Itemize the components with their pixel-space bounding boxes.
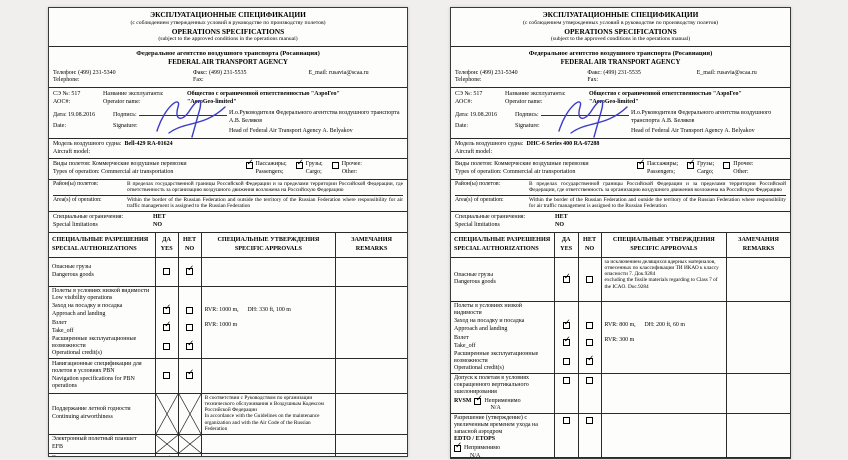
rvsm-yes-checkbox[interactable] [563, 377, 570, 384]
doc2-agency-block [451, 47, 790, 88]
row-approach-landing [49, 302, 407, 320]
dangerous-goods-label-en: Dangerous goods [52, 271, 94, 278]
limitations-label-en: Special limitations [53, 221, 98, 228]
row-continuing-airworthiness [49, 394, 407, 435]
efb-label-en: EFB [52, 443, 64, 450]
area-label-en: Area(s) of operation: [53, 196, 102, 203]
header-approvals: СПЕЦИАЛЬНЫЕ УТВЕРЖДЕНИЯ SPECIFIC APPROVALS [202, 233, 337, 257]
doc1-title-block [49, 8, 407, 47]
other-label-en: Other: [733, 168, 749, 175]
edto-abbr: EDTO / ETOPS [454, 436, 496, 443]
sign-label-en: Signature: [515, 122, 540, 129]
others-label-ru [52, 455, 152, 457]
fax-block [193, 70, 309, 85]
doc2-title-block [451, 8, 790, 47]
ops-spec-document-2 [450, 7, 791, 459]
dangerous-goods-label-en: Dangerous goods [454, 279, 496, 286]
row-edto [451, 414, 790, 458]
operator-name-en: "AeroGeo-limited" [589, 99, 639, 105]
approving-official [631, 110, 786, 136]
types-labels [53, 161, 246, 176]
cargo-option [687, 161, 714, 176]
agency-name-en: FEDERAL AIR TRANSPORT AGENCY [560, 59, 681, 67]
lowvis-group-label-en: Low visibility operations [52, 294, 113, 301]
rvsm-no-checkbox[interactable] [586, 377, 593, 384]
doc1-agency-block [49, 47, 407, 88]
operator-name-label-ru: Название эксплуатанта: [505, 91, 566, 97]
agency-contacts [455, 70, 786, 85]
signature-line [541, 110, 629, 116]
cert-number-en: АОС#: [53, 99, 71, 105]
row-dangerous-goods [451, 258, 790, 302]
limitations-value-ru: НЕТ [555, 213, 568, 220]
other-label-ru: Прочее: [733, 161, 754, 168]
official-title-ru: И.о.Руководителя Федерального агентства воздушного транспорта А.В. Беляков [229, 110, 400, 124]
rvsm-label-ru: Допуск к полетам в условиях сокращенного вертикального эшелонирования [454, 374, 530, 395]
sign-label-ru: Подпись: [113, 112, 137, 118]
ops-spec-document-1 [48, 7, 408, 457]
pbn-yes-checkbox[interactable] [163, 372, 170, 379]
approach-no-checkbox[interactable] [586, 322, 593, 329]
date-signature-labels [455, 110, 631, 136]
official-title-en: Head of Federal Air Transport Agency A. Belyakov [229, 128, 353, 135]
airworthiness-approvals-ru: В соответствии с Руководством по организации технического обслуживания и Воздушным Кодексом Российской Федерации [204, 394, 324, 414]
fax-block [587, 70, 696, 85]
header-authorizations: СПЕЦИАЛЬНЫЕ РАЗРЕШЕНИЯ SPECIAL AUTHORIZATIONS [451, 233, 555, 257]
takeoff-approvals: RVR: 300 m [602, 335, 728, 351]
phone-label-en: Telephone: [455, 77, 482, 84]
types-labels [455, 161, 637, 176]
takeoff-yes-checkbox[interactable] [563, 339, 570, 346]
aircraft-model-label-ru: Модель воздушного судна: [53, 140, 122, 147]
doc2-types-of-operation [451, 159, 790, 179]
email-label: E_mail: [696, 69, 716, 76]
area-text-ru: В пределах государственной границы Российской Федерации и за пределами территории Российской Федерации, где ответственность за организацию воздушного движения возложена на Российскую Федерацию [529, 180, 786, 194]
phone-block [455, 70, 587, 85]
date-label-en: Date: [53, 122, 66, 129]
passengers-option [637, 161, 678, 176]
table-header-row [49, 233, 407, 258]
doc2-aircraft-model [451, 139, 790, 160]
doc1-operator-block [49, 88, 407, 139]
credits-yes-checkbox[interactable] [563, 358, 570, 365]
date-label-ru: Дата: 19.08.2016 [53, 112, 96, 118]
dangerous-goods-label-ru: Опасные грузы [454, 271, 494, 278]
dangerous-goods-yes-checkbox[interactable] [163, 268, 170, 275]
row-operational-credits [49, 336, 407, 359]
date-label-ru: Дата: 19.08.2016 [455, 112, 498, 118]
area-ru [53, 180, 403, 196]
row-lowvis-group [451, 302, 790, 317]
header-no: НЕТ NO [579, 233, 602, 257]
edto-no-checkbox[interactable] [586, 417, 593, 424]
pbn-label-ru: Навигационные спецификации для полетов в условиях PBN [52, 361, 142, 375]
email-block [309, 70, 404, 85]
approach-yes-checkbox[interactable] [563, 322, 570, 329]
credits-label-en: Operational credit(s) [52, 350, 102, 357]
phone-label-ru: Телефон: [455, 69, 479, 76]
doc-subtitle-ru: (с соблюдением утвержденных условий в руководстве по производству полетов) [130, 19, 326, 26]
approach-label-ru: Заход на посадку и посадка [52, 303, 123, 310]
doc1-special-limitations [49, 212, 407, 233]
edto-na-label-en: N/A [470, 452, 481, 457]
passengers-checkbox[interactable] [246, 162, 253, 169]
fax-label-en: Fax: [587, 77, 599, 84]
cert-number-ru: СЭ №: 517 [455, 91, 483, 97]
agency-name-en: FEDERAL AIR TRANSPORT AGENCY [168, 59, 288, 67]
types-options [246, 161, 371, 176]
row-dangerous-goods [49, 258, 407, 287]
sign-label-en: Signature: [113, 122, 138, 129]
row-operational-credits [451, 351, 790, 374]
cargo-checkbox[interactable] [296, 162, 303, 169]
approach-no-checkbox[interactable] [186, 307, 193, 314]
takeoff-yes-checkbox[interactable] [163, 324, 170, 331]
credits-no-checkbox[interactable] [186, 343, 193, 350]
takeoff-label-ru: Взлет [52, 320, 67, 327]
dangerous-goods-approvals-en: excluding the fissile materials regarding to Class 7 of the ICAO. Doc.9284 [604, 277, 718, 290]
credits-yes-checkbox[interactable] [163, 343, 170, 350]
types-label-en: Types of operation: Commercial air transportation [53, 168, 174, 175]
limitations-label-ru: Специальные ограничения: [455, 213, 526, 220]
efb-label-ru: Электронный полетный планшет [52, 436, 137, 443]
doc1-authorizations-table [49, 233, 407, 457]
takeoff-approvals: RVR: 1000 m [202, 320, 337, 336]
table-header-row [451, 233, 790, 258]
limitations-value-en: NO [153, 221, 162, 228]
agency-name-ru: Федеральное агентство воздушного транспорта (Росавиация) [528, 49, 713, 57]
cargo-label-en: Cargo; [305, 168, 322, 175]
takeoff-no-checkbox[interactable] [186, 324, 193, 331]
phone-value: (499) 231-5340 [480, 69, 518, 76]
lowvis-group-label-ru: Полеты в условиях низкой видимости [454, 302, 522, 316]
other-option [723, 161, 753, 176]
doc-subtitle-en: (subject to the approved conditions in the operations manual) [158, 36, 298, 43]
doc-title-ru: ЭКСПЛУАТАЦИОННЫЕ СПЕЦИФИКАЦИИ [542, 10, 699, 19]
doc-title-en: OPERATIONS SPECIFICATIONS [564, 26, 677, 36]
airworthiness-label-ru: Поддержание летной годности [52, 406, 131, 413]
approach-label-en: Approach and landing [454, 325, 508, 332]
passengers-label-ru: Пассажиры; [255, 161, 287, 168]
date-signature-labels [53, 110, 229, 136]
area-label-ru: Район(ы) полетов: [455, 180, 501, 187]
email-label: E_mail: [308, 69, 328, 76]
area-en [455, 196, 786, 211]
limitations-value-ru: НЕТ [153, 213, 166, 220]
header-remarks: ЗАМЕЧАНИЯ REMARKS [351, 235, 392, 252]
operator-name-label-ru: Название эксплуатанта: [103, 91, 164, 97]
credits-label-en: Operational credit(s) [454, 365, 504, 372]
cargo-label-ru: Грузы; [305, 161, 323, 168]
doc2-area-of-operation [451, 180, 790, 212]
limitations-value-en: NO [555, 221, 564, 228]
aircraft-model-label-ru: Модель воздушного судна: [455, 140, 524, 147]
passengers-label-ru: Пассажиры; [647, 161, 679, 168]
other-checkbox[interactable] [332, 162, 339, 169]
edto-label-ru: Разрешение (утверждение) с увеличенным временем ухода на запасной аэродром [454, 414, 538, 435]
airworthiness-label-en: Continuing airworthiness [52, 413, 113, 420]
email-value: rusavia@scaa.ru [329, 69, 369, 76]
takeoff-label-en: Take_off [52, 327, 74, 334]
passengers-label-en: Passengers; [255, 168, 284, 175]
doc2-authorizations-table [451, 233, 790, 459]
doc2-operator-block [451, 88, 790, 139]
cert-number-en: АОС#: [455, 99, 473, 105]
rvsm-na-checkbox[interactable] [474, 398, 481, 405]
types-options [637, 161, 762, 176]
signature-row [455, 110, 786, 136]
header-authorizations: СПЕЦИАЛЬНЫЕ РАЗРЕШЕНИЯ SPECIAL AUTHORIZATIONS [49, 233, 156, 257]
fax-label-en: Fax: [193, 77, 204, 84]
header-no: НЕТ NO [179, 233, 202, 257]
fax-label-ru: Факс: [193, 69, 208, 76]
aircraft-model-label-en: Aircraft model: [53, 148, 91, 155]
airworthiness-no-crossed-cell [179, 394, 202, 434]
airworthiness-approvals-en: In accordance with the Guidelines on the maintenance organization and with the Air Code of the Russian Federation [204, 413, 320, 433]
edto-na-checkbox[interactable] [454, 445, 461, 452]
row-takeoff [451, 335, 790, 351]
cargo-checkbox[interactable] [687, 162, 694, 169]
operator-name-label-en: Operator name: [103, 99, 141, 105]
operator-name-ru: Общество с ограниченной ответственностью "АэроГео" [187, 91, 340, 97]
rvsm-na-label-en: N/A [490, 405, 501, 412]
credits-label-ru: Расширенные эксплуатационные возможности [52, 335, 137, 349]
approach-label-ru: Заход на посадку и посадка [454, 318, 525, 325]
date-label-en: Date: [455, 122, 468, 129]
row-pbn [451, 458, 790, 459]
other-label-ru: Прочее: [341, 161, 362, 168]
aircraft-model-label-en: Aircraft model: [455, 148, 493, 155]
doc-subtitle-en: (subject to the approved conditions in the operations manual) [550, 36, 691, 43]
area-text-ru: В пределах государственной границы Российской Федерации и за пределами территории Российской Федерации, где ответственность за организацию воздушного движения возложена на Российскую Федерацию [127, 180, 403, 194]
approach-approvals: RVR: 800 m, DH: 200 ft, 60 m [604, 321, 685, 328]
aircraft-model-value: DHC-6 Series 400 RA-67288 [526, 140, 600, 147]
email-block [697, 70, 786, 85]
aircraft-model-value: Bell-429 RA-01624 [124, 140, 173, 147]
area-label-en: Area(s) of operation: [455, 196, 504, 203]
rvsm-na-label-ru: Неприменимо [484, 398, 521, 405]
approach-yes-checkbox[interactable] [163, 307, 170, 314]
dangerous-goods-label-ru: Опасные грузы [52, 264, 92, 271]
other-label-en: Other: [341, 168, 358, 175]
approach-approvals: RVR: 1000 m, DH: 330 ft, 100 m [204, 306, 291, 313]
signature-line [139, 110, 227, 116]
email-value: rusavia@scaa.ru [717, 69, 757, 76]
cargo-label-en: Cargo; [697, 168, 714, 175]
doc1-types-of-operation [49, 159, 407, 179]
pbn-label-en: Navigation specifications for PBN operations [52, 375, 135, 389]
dangerous-goods-no-checkbox[interactable] [186, 268, 193, 275]
cert-number-ru: СЭ №: 517 [53, 91, 81, 97]
fax-value: (499) 231-5535 [209, 69, 247, 76]
rvsm-abbr: RVSM [454, 398, 472, 405]
edto-na-label-ru: Неприменимо [464, 445, 501, 452]
fax-value: (499) 231-5535 [603, 69, 641, 76]
row-efb [49, 435, 407, 454]
types-label-ru: Виды полетов: Коммерческие воздушные перевозки [455, 161, 589, 168]
approving-official [229, 110, 403, 136]
doc2-special-limitations [451, 212, 790, 233]
cargo-option [296, 161, 323, 176]
other-option [332, 161, 362, 176]
doc-title-ru: ЭКСПЛУАТАЦИОННЫЕ СПЕЦИФИКАЦИИ [150, 10, 306, 19]
doc1-aircraft-model [49, 139, 407, 160]
row-takeoff [49, 320, 407, 336]
row-pbn [49, 359, 407, 394]
limitations-label-ru: Специальные ограничения: [53, 213, 124, 220]
phone-block [53, 70, 193, 85]
phone-value: (499) 231-5340 [78, 69, 116, 76]
airworthiness-yes-crossed-cell [156, 394, 179, 434]
edto-yes-checkbox[interactable] [563, 417, 570, 424]
cargo-label-ru: Грузы; [697, 161, 715, 168]
row-approach-landing [451, 317, 790, 335]
takeoff-no-checkbox[interactable] [586, 339, 593, 346]
efb-no-crossed-cell [179, 435, 202, 453]
header-remarks: ЗАМЕЧАНИЯ REMARKS [738, 235, 779, 252]
types-label-ru: Виды полетов: Коммерческие воздушные перевозки [53, 161, 187, 168]
passengers-option [246, 161, 287, 176]
dangerous-goods-approvals [202, 258, 337, 286]
types-label-en: Types of operation: Commercial air transportation [455, 168, 576, 175]
approach-label-en: Approach and landing [52, 310, 106, 317]
credits-label-ru: Расширенные эксплуатационные возможности [454, 350, 539, 364]
sign-label-ru: Подпись: [515, 112, 539, 118]
efb-yes-crossed-cell [156, 435, 179, 453]
area-ru [455, 180, 786, 196]
limitations-label-en: Special limitations [455, 221, 500, 228]
area-en [53, 196, 403, 211]
header-approvals: СПЕЦИАЛЬНЫЕ УТВЕРЖДЕНИЯ SPECIFIC APPROVALS [602, 233, 728, 257]
pbn-no-checkbox[interactable] [186, 372, 193, 379]
fax-label-ru: Факс: [587, 69, 602, 76]
takeoff-label-ru: Взлет [454, 335, 469, 342]
dangerous-goods-approvals-ru: за исключением делящихся ядерных материалов, отнесенных по классификации ТИ ИКАО к классу опасности 7. Док.9284 [604, 258, 719, 278]
takeoff-label-en: Take_off [454, 342, 476, 349]
doc-title-en: OPERATIONS SPECIFICATIONS [171, 26, 285, 36]
dangerous-goods-yes-checkbox[interactable] [563, 276, 570, 283]
row-others [49, 454, 407, 457]
header-yes: ДА YES [156, 233, 179, 257]
signature-row [53, 110, 403, 136]
agency-contacts [53, 70, 403, 85]
phone-label-en: Telephone: [53, 77, 80, 84]
passengers-checkbox[interactable] [637, 162, 644, 169]
official-title-en: Head of Federal Air Transport Agency A. Belyakov [631, 128, 755, 135]
header-yes: ДА YES [555, 233, 579, 257]
row-lowvis-group [49, 287, 407, 302]
dangerous-goods-no-checkbox[interactable] [586, 276, 593, 283]
dangerous-goods-remarks [727, 258, 790, 301]
row-rvsm [451, 374, 790, 414]
credits-no-checkbox[interactable] [586, 358, 593, 365]
dangerous-goods-remarks [336, 258, 407, 286]
area-text-en: Within the border of the Russian Federation and outside the territory of the Russian Federation where responsibility for air traffic management is assigned to the Russian Federation [529, 196, 786, 210]
other-checkbox[interactable] [723, 162, 730, 169]
doc1-area-of-operation [49, 180, 407, 212]
agency-name-ru: Федеральное агентство воздушного транспорта (Росавиация) [136, 49, 320, 57]
operator-name-label-en: Operator name: [505, 99, 543, 105]
official-title-ru: И.о.Руководителя Федерального агентства воздушного транспорта А.В. Беляков [631, 110, 772, 124]
passengers-label-en: Passengers; [647, 168, 676, 175]
operator-name-en: "AeroGeo-limited" [187, 99, 237, 105]
lowvis-group-label-ru: Полеты в условиях низкой видимости [52, 287, 150, 294]
phone-label-ru: Телефон: [53, 69, 77, 76]
operator-name-ru: Общество с ограниченной ответственностью "АэроГео" [589, 91, 742, 97]
area-text-en: Within the border of the Russian Federation and outside the territory of the Russian Federation where responsibility for air traffic management is assigned to the Russian Federation [127, 196, 403, 210]
doc-subtitle-ru: (с соблюдением утвержденных условий в руководстве по производству полетов) [522, 19, 719, 26]
area-label-ru: Район(ы) полетов: [53, 180, 99, 187]
